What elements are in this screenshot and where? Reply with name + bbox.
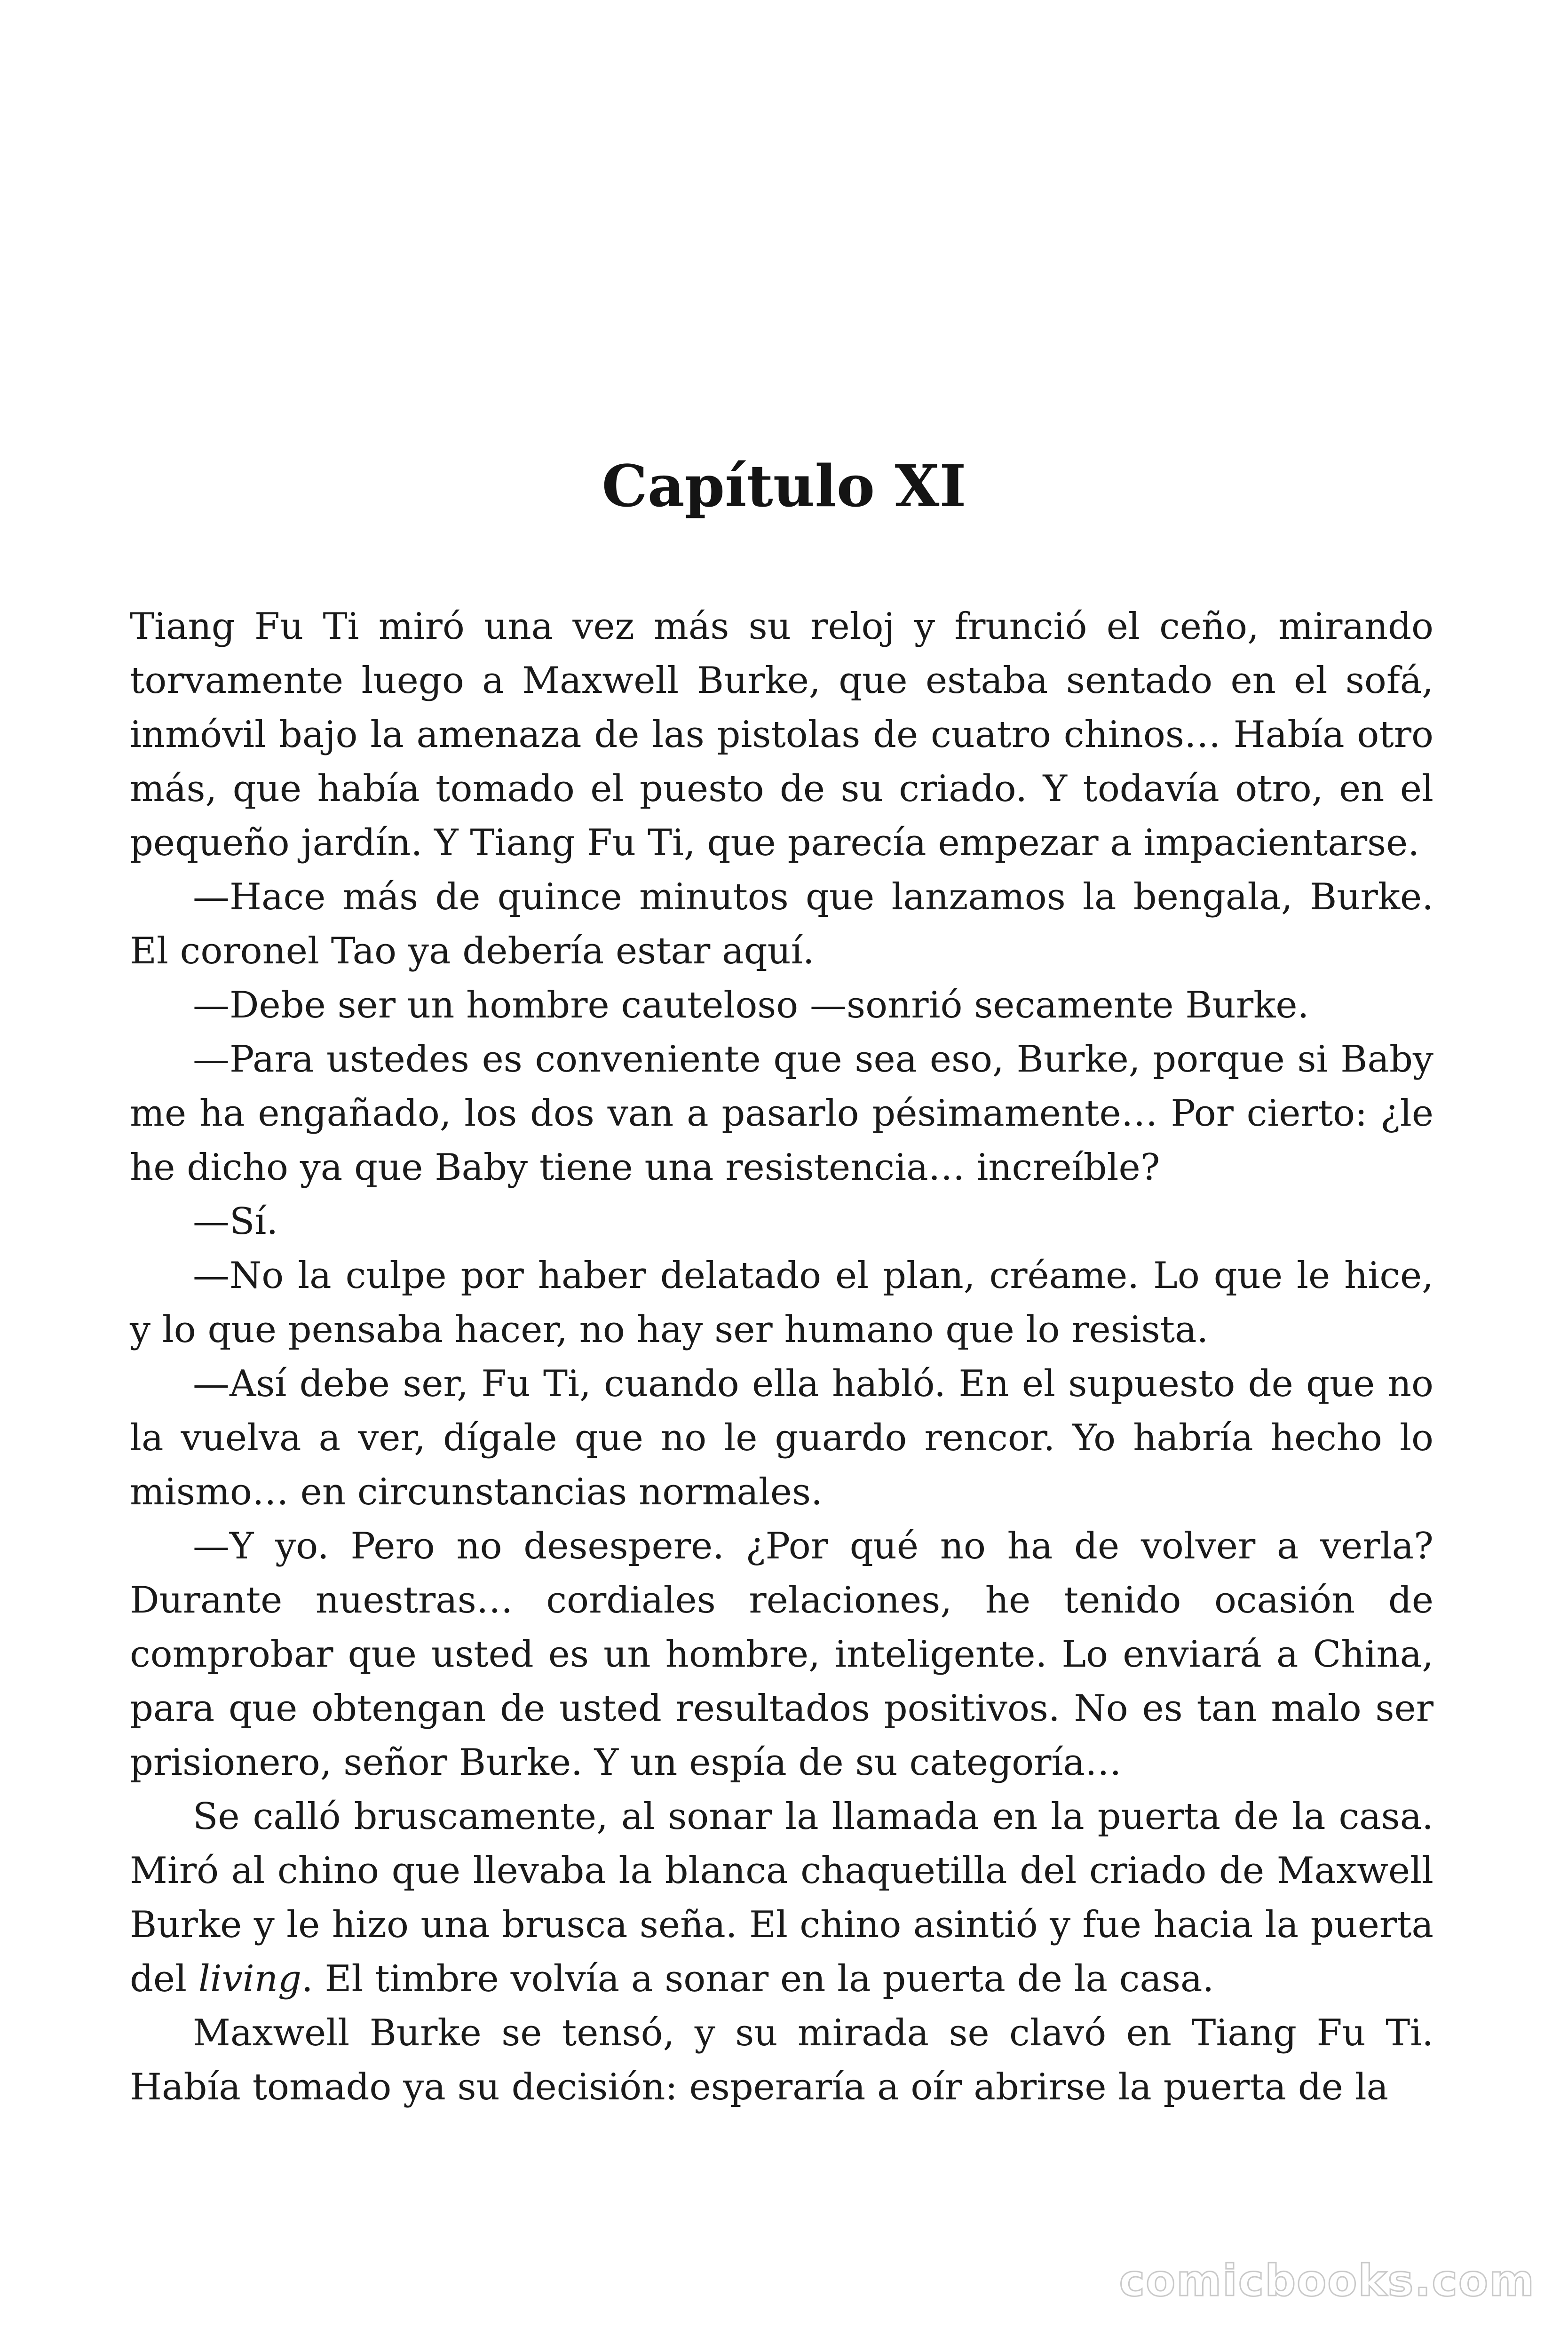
paragraph-9-text-before: Se calló bruscamente, al sonar la llamada en la puerta de la casa. Miró al chino que llevaba la blanca chaquetilla del criado de Maxwell Burke y le hizo una brusca seña. El chino asintió y fue hacia la puerta del bbox=[130, 1796, 1433, 2000]
paragraph-8: —Y yo. Pero no desespere. ¿Por qué no ha de volver a verla? Durante nuestras… cordiales relaciones, he tenido ocasión de comprobar que usted es un hombre, inteligente. Lo enviará a China, para que obtengan de usted resultados positivos. No es tan malo ser prisionero, señor Burke. Y un espía de su categoría… bbox=[130, 1525, 1433, 1784]
chapter-body bbox=[130, 600, 1433, 2114]
paragraph-6: —No la culpe por haber delatado el plan, créame. Lo que le hice, y lo que pensaba hacer, no hay ser humano que lo resista. bbox=[130, 1255, 1433, 1351]
paragraph-4: —Para ustedes es conveniente que sea eso, Burke, porque si Baby me ha engañado, los dos van a pasarlo pésimamente… Por cierto: ¿le he dicho ya que Baby tiene una resistencia… increíble? bbox=[130, 1038, 1433, 1189]
chapter-title: Capítulo XI bbox=[602, 452, 966, 520]
paragraph-10: Maxwell Burke se tensó, y su mirada se clavó en Tiang Fu Ti. Había tomado ya su decisión: esperaría a oír abrirse la puerta de la bbox=[130, 2012, 1433, 2108]
paragraph-2: —Hace más de quince minutos que lanzamos la bengala, Burke. El coronel Tao ya debería estar aquí. bbox=[130, 876, 1433, 972]
paragraph-7: —Así debe ser, Fu Ti, cuando ella habló. En el supuesto de que no la vuelva a ver, dígale que no le guardo rencor. Yo habría hecho lo mismo… en circunstancias normales. bbox=[130, 1363, 1433, 1513]
paragraph-9 bbox=[130, 1790, 1433, 2006]
site-watermark: comicbooks.com bbox=[1119, 2256, 1535, 2306]
paragraph-5: —Sí. bbox=[193, 1200, 278, 1243]
paragraph-9-italic-word: living bbox=[198, 1958, 301, 2000]
paragraph-9-text-after: . El timbre volvía a sonar en la puerta de la casa. bbox=[301, 1958, 1214, 2000]
paragraph-3: —Debe ser un hombre cauteloso —sonrió secamente Burke. bbox=[193, 984, 1309, 1026]
paragraph-1: Tiang Fu Ti miró una vez más su reloj y frunció el ceño, mirando torvamente luego a Maxwell Burke, que estaba sentado en el sofá, inmóvil bajo la amenaza de las pistolas de cuatro chinos… Había otro más, que había tomado el puesto de su criado. Y todavía otro, en el pequeño jardín. Y Tiang Fu Ti, que parecía empezar a impacientarse. bbox=[130, 605, 1433, 864]
